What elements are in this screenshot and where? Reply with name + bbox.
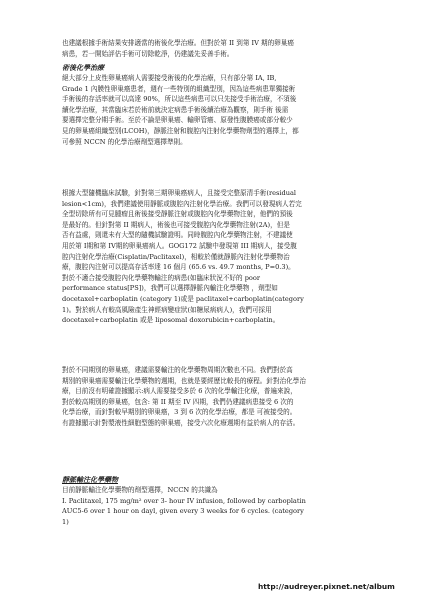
- paragraph-line: docetaxel+carboplatin (category 1)或是 paclitaxel+carboplatin(category: [62, 294, 304, 303]
- paragraph-line: 療，腹腔內注射可以提高存活率達 16 個月 (65.6 vs. 49.7 months, P=0.3)。: [62, 263, 295, 272]
- adjuvant-line: 見的卵巢癌組織型別(LCOH)，靜脈注射和腹腔內注射化學藥物劑型的選擇上，都: [62, 126, 299, 135]
- paragraph-line: 全型切除所有可見腫瘤且術後接受靜脈注射或腹腔內化學藥物注射，他們的預後: [62, 210, 293, 219]
- paragraph-line: 化學治療，而針對較早期別的卵巢癌，3 到 6 次的化學治療，都是 可被接受的。: [62, 408, 297, 417]
- paragraph-line: 對於不同期別的卵巢癌，建議需要輸注的化學藥物周期次數也不同。我們對於高: [62, 366, 293, 374]
- paragraph-line: 療，目前沒有明確證據顯示:病人需要接受多於 6 次的化學輸注化療，普遍來說，: [62, 387, 297, 396]
- adjuvant-line: Grade 1 內膜性卵巢癌患者，週有一些特別的組織型別，因為這些病患單獨接術: [62, 84, 296, 93]
- paragraph-line: 對於較高期別的卵巢癌，包含: 第 II 期至 IV 四期，我們仍建議病患接受 6 次的: [62, 397, 294, 406]
- regimen-line: 目前靜脈輸注化學藥物的劑型選擇，NCCN 的共識為: [62, 486, 218, 494]
- adjuvant-line: 手術後的存活率就可以高達 90%，所以這些病患可以只先接受手術治療，不須後: [62, 95, 297, 104]
- watermark-url: http://audreyer.pixnet.net/album: [258, 582, 395, 591]
- paragraph-line: 對於不適合接受腹腔內化學藥物輸注的病患(如臨床狀況不好的 poor: [62, 273, 261, 282]
- adjuvant-heading: 術後化學治療: [62, 63, 104, 72]
- adjuvant-line: 續化學治療，其當臨床若於術前就決定病患手術後續治療為觀察，則手術 後需: [62, 105, 289, 114]
- paragraph-line: 期別的卵巢癌需要輸注化學藥物的週期，也就是要經歷比較長的療程。針對治化學治: [62, 376, 306, 385]
- adjuvant-line: 要選擇完整分期手術。至於不論是卵巢癌、輸卵管癌、原發性腹膜癌或部分較少: [62, 116, 293, 125]
- regimen-line: 1): [62, 517, 69, 526]
- paragraph-line: docetaxel+carboplatin 或是 liposomal doxorubicin+carboplatin。: [62, 316, 280, 325]
- intro-line: 也建議根據手術結果安排適當的術後化學治療。但對於第 II 到第 IV 期的卵巢癌: [62, 39, 294, 47]
- adjuvant-line: 可參照 NCCN 的化學治療劑型選擇準則。: [62, 137, 187, 146]
- paragraph-line: 有證據顯示針對漿液性細胞型態的卵巢癌，接受六次化療週期有益於病人的存活。: [62, 418, 300, 427]
- cycles-paragraph: [62, 365, 374, 429]
- regimen-line: I. Paclitaxel, 175 mg/m² over 3- hour IV infusion, followed by carboplatin: [62, 496, 306, 505]
- intro-paragraph: [62, 38, 374, 59]
- paragraph-line: 1)。對於病人有較高風險產生神經病變症狀(如糖尿病病人)，我們可採用: [62, 305, 272, 314]
- intraperitoneal-paragraph: [62, 188, 374, 326]
- regimen-line: AUC5-6 over 1 hour on dayl, given every 3 weeks for 6 cycles. (category: [62, 507, 304, 516]
- adjuvant-section: [62, 62, 374, 147]
- paragraph-line: lesion<1cm)，我們建議使用靜脈或腹腔內注射化學治療。我們可以發現病人若完: [62, 199, 302, 208]
- paragraph-line: 用於第 I期和第 IV期的卵巢癌病人。GOG172 試驗中發現第 III 期病人，接受腹: [62, 241, 297, 250]
- paragraph-line: performance status[PS])，我們可以選擇靜脈內輸注化學藥物 ，劑型如: [62, 284, 278, 293]
- regimens-section: [62, 474, 374, 527]
- adjuvant-line: 絕大部分上皮性卵巢癌病人需要接受術後的化學治療，只有部分第 IA, IB,: [62, 74, 277, 82]
- paragraph-line: 是最好的。但針對第 II 期病人，術後也可接受腹腔內化學藥物注射(2A)，但是: [62, 220, 290, 229]
- regimens-heading: 靜脈輸注化學藥物: [62, 475, 118, 484]
- paragraph-line: 否有益處，則還未有大型的隨機試驗證明。同時腹腔內化學藥物注射，不建議使: [62, 231, 293, 240]
- paragraph-line: 腔內注射化學治療(Cisplatin/Paclitaxel)，相較於僅就靜脈內注射化學藥物治: [62, 252, 290, 261]
- intro-line: 病患，若一開始評估手術可切除乾淨，仍建議先妥善手術。: [62, 49, 234, 58]
- paragraph-line: 根據大型隨機臨床試驗，針對第三期卵巢癌病人，且接受完整原清手術(residual: [62, 189, 297, 197]
